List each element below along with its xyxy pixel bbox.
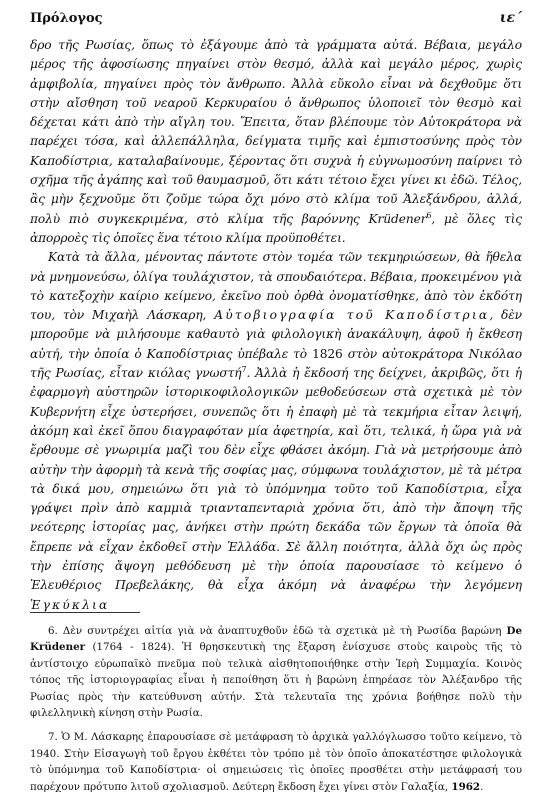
- paragraph-text: στὸν αὐτοκράτορα Νικόλαο τῆς Ρωσίας, εἶταν κιόλας γνωστή: [30, 346, 522, 381]
- page-number: ιε΄: [499, 10, 522, 26]
- footnote-rule: [30, 612, 140, 613]
- footnote-year: 1962: [451, 780, 481, 793]
- paragraph: [30, 248, 522, 615]
- book-title-spaced: Αὐτοβιογραφία τοῦ Καποδίστρια: [214, 308, 490, 323]
- paragraph-text: Κατὰ τὰ ἄλλα, μένοντας πάντοτε στὸν τομέα τῶν τεκμηριώσεων, θὰ ἤθελα νὰ μνημονεύσω, ὀλίγα τουλάχιστον, τὰ σπουδαιότερα. Βέβαια, προκειμένου γιὰ τὸ κατεξοχὴν καίριο κείμενο, ἐκεῖνο ποὺ ὀρθὰ ὀνοματίσθηκε, ἀπὸ τὸν ἐκδότη του, τὸν Μιχαὴλ Λάσκαρη,: [30, 250, 522, 323]
- paragraph-text: , μὲ ὅλες τὶς ἀπορροὲς τὶς ὁποῖες ἕνα τέτοιο κλίμα προϋποθέτει.: [30, 211, 522, 245]
- main-text: [30, 36, 522, 615]
- paragraph: [30, 36, 522, 248]
- footnote: [30, 623, 522, 721]
- footnote-marker: 6: [426, 210, 432, 220]
- footnote-text: .: [480, 780, 484, 793]
- footnotes: [30, 612, 522, 803]
- book-page: [30, 10, 522, 793]
- paragraph-text: . Ἀλλὰ ἡ ἔκδοσή της δείχνει, ἀκριβῶς, ὅτι ἡ ἐφαρμογὴ αὐστηρῶν ἱστορικοφιλολογικῶν μεθοδεύσεων στὰ σχετικὰ μὲ τὸν Κυβερνήτη εἶχε ὑστερήσει, συνεπῶς ὅτι ἡ ἐπαφὴ μὲ τὰ τεκμήρια εἶταν λειψή, ἀκόμη καὶ ἐκεῖ ὅπου διαγραφόταν μία ἀφετηρία, καὶ ὅτι, τελικά, ἡ ὥρα γιὰ νὰ ἔρθουμε σὲ γνωριμία μαζὶ του δὲν εἶχε φθάσει ἀκόμη. Γιὰ νὰ μετρήσουμε ἀπὸ αὐτὴν τὴν ἀφορμὴ τὰ κενὰ τῆς σοφίας μας, σύμφωνα τουλάχιστον, μὲ τὰ μέτρα τὰ δικά μου, σημειώνω ὅτι γιὰ τὸ ὑπόμνημα τοῦτο τοῦ Καποδίστρια, εἶχα γράψει πρὶν ἀπὸ καμμιὰ τριανταπενταριὰ χρόνια ὅτι, ἀπὸ τὴν ἄποψη τῆς νεότερης ἱστορίας μας, ἀνήκει στὴν πρώτη δεκάδα τῶν ἔργων τὰ ὁποῖα θὰ ἔπρεπε νὰ εἶχαν ἐκδοθεῖ στὴν Ἑλλάδα. Σὲ ἄλλη ποιότητα, ἀλλὰ ὄχι ὡς πρὸς τὴν ἐπίσης ἄψογη μεθόδευση μὲ τὴν ὁποία παρουσίασε τὸ κείμενο ὁ Ἐλευθέριος Πρεβελάκης, θὰ εἶχα ἀκόμη νὰ ἀναφέρω τὴν λεγόμενη: [30, 366, 522, 593]
- running-head: [30, 10, 522, 36]
- footnote: [30, 729, 522, 795]
- footnote-marker: 7: [241, 364, 247, 374]
- footnote-text: (1764 - 1824). Ἡ θρησκευτικὴ της ἔξαρση ἐνίσχυσε στοὺς καιροὺς τῆς τὸ ἀντίστοιχο εὐρωπαϊκὸ πνεῦμα ποὺ τελικὰ αἰσθητοποιήθηκε στὴν Ἱερὴ Συμμαχία. Κοινὸς τόπος τῆς ἱστοριογραφίας εἶναι ἡ πεποίθηση ὅτι ἡ βαρώνη ἐπηρέασε τὸν Ἀλέξανδρο τῆς Ρωσίας πρὸς τὴν κατεύθυνση αὐτήν. Στὰ τελευταῖα της χρόνια βοήθησε πολὺ τὴν φιλελληνικὴ κίνηση στὴν Ρωσία.: [30, 641, 522, 720]
- chapter-title: Πρόλογος: [30, 11, 103, 26]
- year: 1826: [312, 346, 343, 361]
- footnote-text: Ὁ Μ. Λάσκαρης ἐπαρουσίασε σὲ μετάφραση τὸ ἀρχικὰ γαλλόγλωσσο τοῦτο κείμενο, τὸ 1940. Στὴν Εἰσαγωγὴ τοῦ ἔργου ἐκθέτει τὸν τρόπο μὲ τὸν ὁποῖο ἀποκατέστησε φιλολογικὰ τὸ ὑπόμνημα τοῦ Καποδίστρια· οἱ σημειώσεις τὶς ὁποῖες προσθέτει στὴν μετάφρασή του παρέχουν πρότυπο λιτοῦ σχολιασμοῦ. Δεύτερη ἔκδοση ἔχει γίνει στὸν Γαλαξία,: [30, 731, 522, 793]
- paragraph-text: δρο τῆς Ρωσίας, ὅπως τὸ ἐξάγουμε ἀπὸ τὰ γράμματα αὐτά. Βέβαια, μεγάλο μέρος τῆς ἀφοσίωσης πηγαίνει στὸν θεσμό, ἀλλὰ καὶ μεγάλο μέρος, χωρὶς ἀμφιβολία, πηγαίνει πρὸς τὸν ἄνθρωπο. Ἀλλὰ εὔκολο εἶναι νὰ δεχθοῦμε ὅτι στὴν αἴσθηση τοῦ νεαροῦ Κερκυραίου ὁ ἄνθρωπος ὑλοποιεῖ τὸν θεσμὸ καὶ δέχεται κάτι ἀπὸ τὴν αἴγλη του. Ἔπειτα, ὅταν βλέπουμε τὸν Αὐτοκράτορα νὰ παρέχει τόσα, καὶ ἀλλεπάλληλα, δείγματα τιμῆς καὶ ἐμπιστοσύνης πρὸς τὸν Καποδίστρια, καταλαβαίνουμε, ξέροντας ὅτι συχνὰ ἡ εὐγνωμοσύνη παίρνει τὸ σχῆμα τῆς ἀγάπης καὶ τοῦ θαυμασμοῦ, ὅτι κάτι τέτοιο ἔχει γίνει κι ἐδῶ. Τέλος, ἂς μὴν ξεχνοῦμε ὅτι ζοῦμε τώρα ὄχι μόνο στὸ κλίμα τοῦ Ἀλεξάνδρου, ἀλλά, πολὺ πιὸ συγκεκριμένα, στὸ κλίμα τῆς βαρόννης Krüdener: [30, 38, 522, 226]
- footnote-number: 7.: [48, 731, 58, 744]
- paragraph-text: , δὲν μποροῦμε νὰ μιλήσουμε καθαυτὸ γιὰ φιλολογικὴ ἀνακάλυψη, ἀφοῦ ἡ ἔκθεση αὐτή, τὴν ὁποία ὁ Καποδίστριας ὑπέβαλε τὸ: [30, 308, 522, 361]
- footnote-number: 6.: [48, 625, 58, 637]
- footnote-name: De Krüdener: [30, 625, 522, 654]
- book-title-spaced: Ἐγκύκλια: [30, 597, 110, 612]
- footnote-text: Δὲν συντρέχει αἰτία γιὰ νὰ ἀναπτυχθοῦν ἐδῶ τὰ σχετικὰ μὲ τὴ Ρωσίδα βαρώνη: [62, 625, 502, 637]
